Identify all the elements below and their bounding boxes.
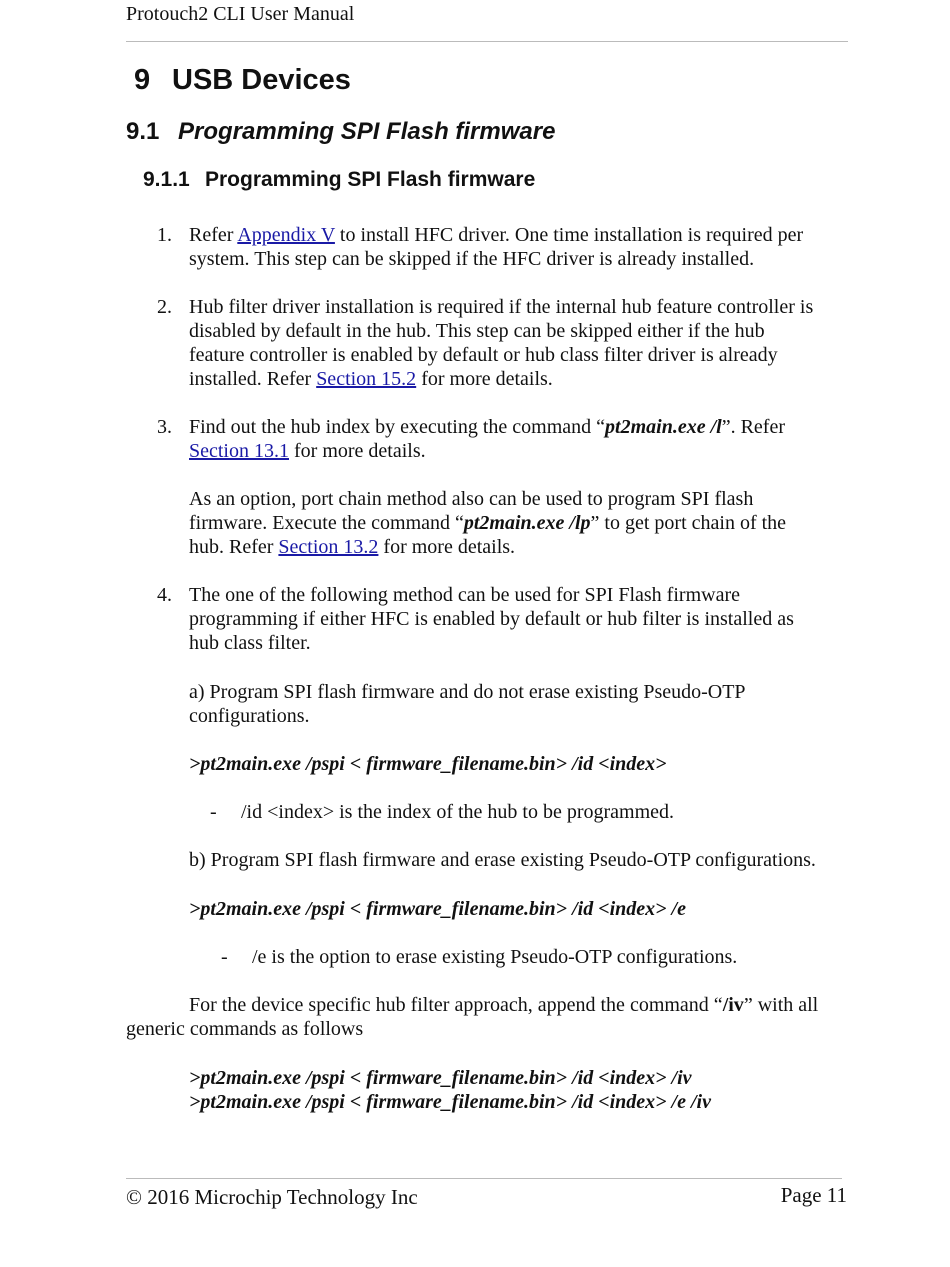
- option-b-command: >pt2main.exe /pspi < firmware_filename.bin> /id <index> /e: [189, 898, 686, 920]
- step-1-number: 1.: [157, 224, 172, 246]
- option-a-line-2: configurations.: [189, 705, 310, 727]
- option-b-bullet: /e is the option to erase existing Pseudo-OTP configurations.: [252, 946, 738, 968]
- chapter-title: USB Devices: [172, 64, 351, 96]
- chapter-number: 9: [134, 64, 151, 96]
- section-title: Programming SPI Flash firmware: [178, 118, 556, 145]
- note-line-1: [189, 993, 818, 1017]
- step-2-line-4: [189, 367, 553, 391]
- step-4-line-2: programming if either HFC is enabled by default or hub filter is installed as: [189, 608, 794, 630]
- step-4-line-1: The one of the following method can be used for SPI Flash firmware: [189, 584, 740, 606]
- option-a-command: >pt2main.exe /pspi < firmware_filename.bin> /id <index>: [189, 753, 667, 775]
- command-inline: /iv: [722, 994, 744, 1016]
- note-command-1: >pt2main.exe /pspi < firmware_filename.bin> /id <index> /iv: [189, 1067, 692, 1089]
- step-3-option-line-1: As an option, port chain method also can be used to program SPI flash: [189, 488, 754, 510]
- step-3-option-line-2: [189, 511, 786, 535]
- note-text: ” with all: [743, 994, 819, 1016]
- step-2-line-2: disabled by default in the hub. This step can be skipped either if the hub: [189, 320, 765, 342]
- note-line-2: generic commands as follows: [126, 1018, 364, 1040]
- footer-copyright: © 2016 Microchip Technology Inc: [126, 1185, 418, 1209]
- step-2-text: installed. Refer: [189, 368, 317, 390]
- option-a-line-1: a) Program SPI flash firmware and do not erase existing Pseudo-OTP: [189, 681, 746, 703]
- running-header: Protouch2 CLI User Manual: [126, 3, 355, 25]
- step-2-text: for more details.: [416, 368, 553, 390]
- note-command-2: >pt2main.exe /pspi < firmware_filename.bin> /id <index> /e /iv: [189, 1091, 711, 1113]
- note-text: For the device specific hub filter approach, append the command “: [189, 994, 723, 1016]
- step-3-text: ”. Refer: [721, 416, 785, 438]
- step-3-number: 3.: [157, 416, 172, 438]
- section-number: 9.1: [126, 118, 160, 145]
- section-13-2-link[interactable]: Section 13.2: [278, 536, 379, 558]
- step-1-text: Refer: [189, 224, 238, 246]
- step-4-line-3: hub class filter.: [189, 632, 311, 654]
- page-number: Page 11: [780, 1183, 847, 1207]
- section-15-2-link[interactable]: Section 15.2: [316, 368, 417, 390]
- command-inline: pt2main.exe /l: [605, 416, 722, 438]
- step-3-text: Find out the hub index by executing the command “: [189, 416, 606, 438]
- footer-divider: [126, 1178, 842, 1179]
- step-1-line-2: system. This step can be skipped if the HFC driver is already installed.: [189, 248, 755, 270]
- step-3-line-1: [189, 415, 785, 439]
- step-3-text: for more details.: [289, 440, 426, 462]
- step-3-text: hub. Refer: [189, 536, 279, 558]
- step-2-number: 2.: [157, 296, 172, 318]
- appendix-v-link[interactable]: Appendix V: [237, 224, 335, 246]
- option-a-bullet: /id <index> is the index of the hub to be programmed.: [241, 801, 675, 823]
- subsection-number: 9.1.1: [143, 168, 190, 191]
- step-3-text: ” to get port chain of the: [590, 512, 787, 534]
- option-b-line-1: b) Program SPI flash firmware and erase existing Pseudo-OTP configurations.: [189, 849, 816, 871]
- step-1-line-1: [189, 223, 803, 247]
- step-1-text: to install HFC driver. One time installation is required per: [334, 224, 804, 246]
- step-3-option-line-3: [189, 535, 515, 559]
- step-4-number: 4.: [157, 584, 172, 606]
- option-a-bullet-dash: -: [210, 801, 217, 823]
- option-b-bullet-dash: -: [221, 946, 228, 968]
- section-heading: [126, 118, 555, 146]
- subsection-heading: [143, 168, 535, 192]
- subsection-title: Programming SPI Flash firmware: [205, 168, 536, 191]
- chapter-heading: [134, 64, 351, 97]
- step-2-line-1: Hub filter driver installation is required if the internal hub feature controller is: [189, 296, 814, 318]
- section-13-1-link[interactable]: Section 13.1: [189, 440, 289, 462]
- step-3-text: firmware. Execute the command “: [189, 512, 464, 534]
- step-3-text: for more details.: [378, 536, 516, 558]
- command-inline: pt2main.exe /lp: [463, 512, 591, 534]
- step-2-line-3: feature controller is enabled by default or hub class filter driver is already: [189, 344, 778, 366]
- header-divider: [126, 41, 848, 42]
- step-3-line-2: [189, 439, 426, 463]
